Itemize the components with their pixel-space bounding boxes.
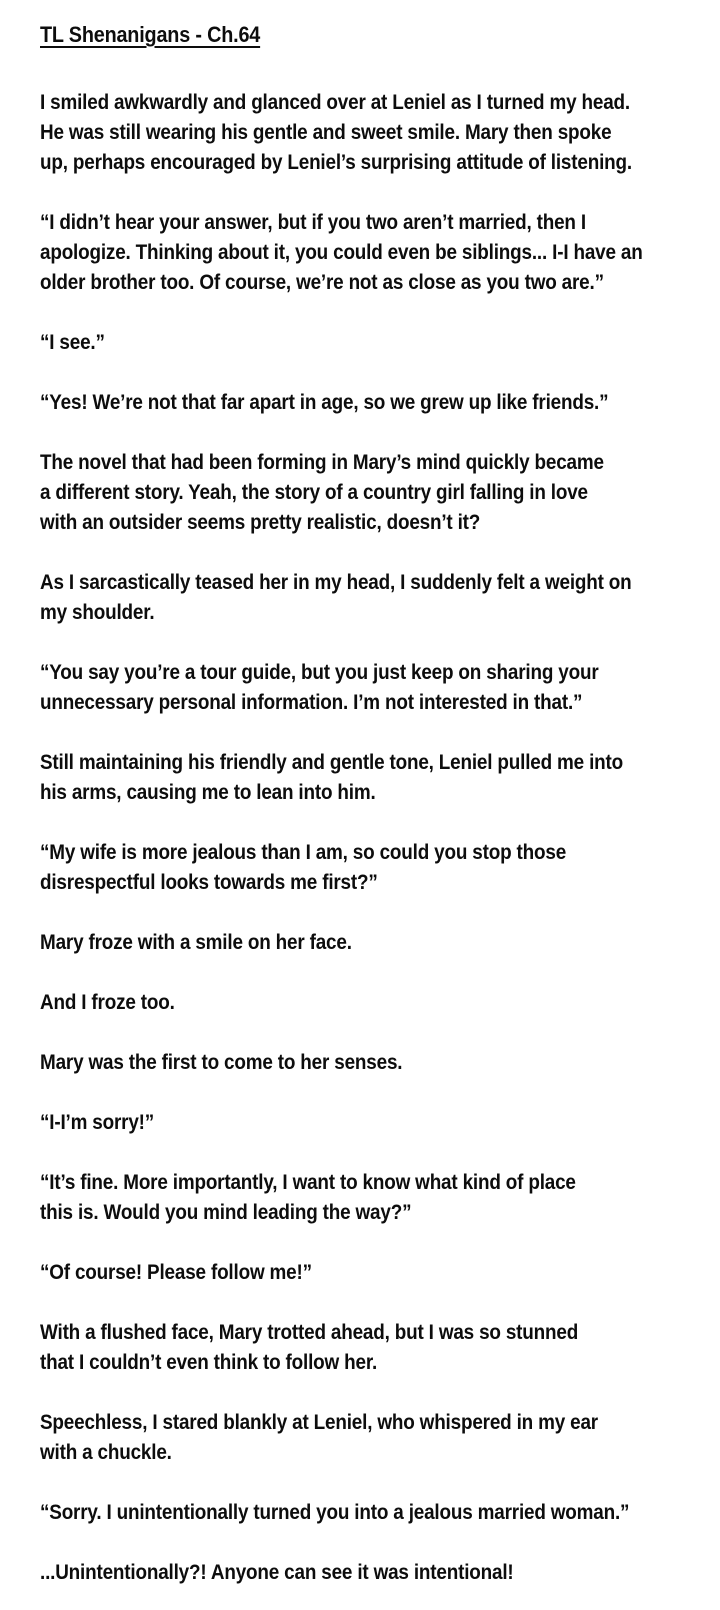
paragraph: “Sorry. I unintentionally turned you into a jealous married woman.” — [40, 1501, 630, 1524]
paragraph: Speechless, I stared blankly at Leniel, who whispered in my ear with a chuckle. — [40, 1411, 598, 1464]
paragraph: I smiled awkwardly and glanced over at Leniel as I turned my head. He was still wearing his gentle and sweet smile. Mary then spoke up, perhaps encouraged by Leniel’s surprising attitude of listening. — [40, 91, 632, 174]
paragraph: “I-I’m sorry!” — [40, 1111, 155, 1134]
paragraph: With a flushed face, Mary trotted ahead, but I was so stunned that I couldn’t even think to follow her. — [40, 1321, 579, 1374]
paragraph: “I see.” — [40, 331, 105, 354]
paragraph: “It’s fine. More importantly, I want to know what kind of place this is. Would you mind leading the way?” — [40, 1171, 576, 1224]
paragraph: ...Unintentionally?! Anyone can see it was intentional! — [40, 1561, 514, 1584]
paragraph: As I sarcastically teased her in my head, I suddenly felt a weight on my shoulder. — [40, 571, 632, 624]
paragraph: “My wife is more jealous than I am, so could you stop those disrespectful looks towards me first?” — [40, 841, 567, 894]
paragraph: “Of course! Please follow me!” — [40, 1261, 312, 1284]
paragraph: “I didn’t hear your answer, but if you two aren’t married, then I apologize. Thinking about it, you could even be siblings... I-I have an older brother too. Of course, we’re not as close as you two are.” — [40, 211, 643, 294]
paragraph: Still maintaining his friendly and gentle tone, Leniel pulled me into his arms, causing me to lean into him. — [40, 751, 623, 804]
paragraph: Mary froze with a smile on her face. — [40, 931, 352, 954]
paragraph: And I froze too. — [40, 991, 175, 1014]
paragraph: The novel that had been forming in Mary’s mind quickly became a different story. Yeah, the story of a country girl falling in love with an outsider seems pretty realistic, doesn’t it? — [40, 451, 604, 534]
paragraph: Mary was the first to come to her senses. — [40, 1051, 403, 1074]
chapter-title: TL Shenanigans - Ch.64 — [40, 22, 261, 47]
paragraph: “You say you’re a tour guide, but you just keep on sharing your unnecessary personal information. I’m not interested in that.” — [40, 661, 599, 714]
chapter-body — [40, 88, 690, 1588]
paragraph: “Yes! We’re not that far apart in age, so we grew up like friends.” — [40, 391, 609, 414]
